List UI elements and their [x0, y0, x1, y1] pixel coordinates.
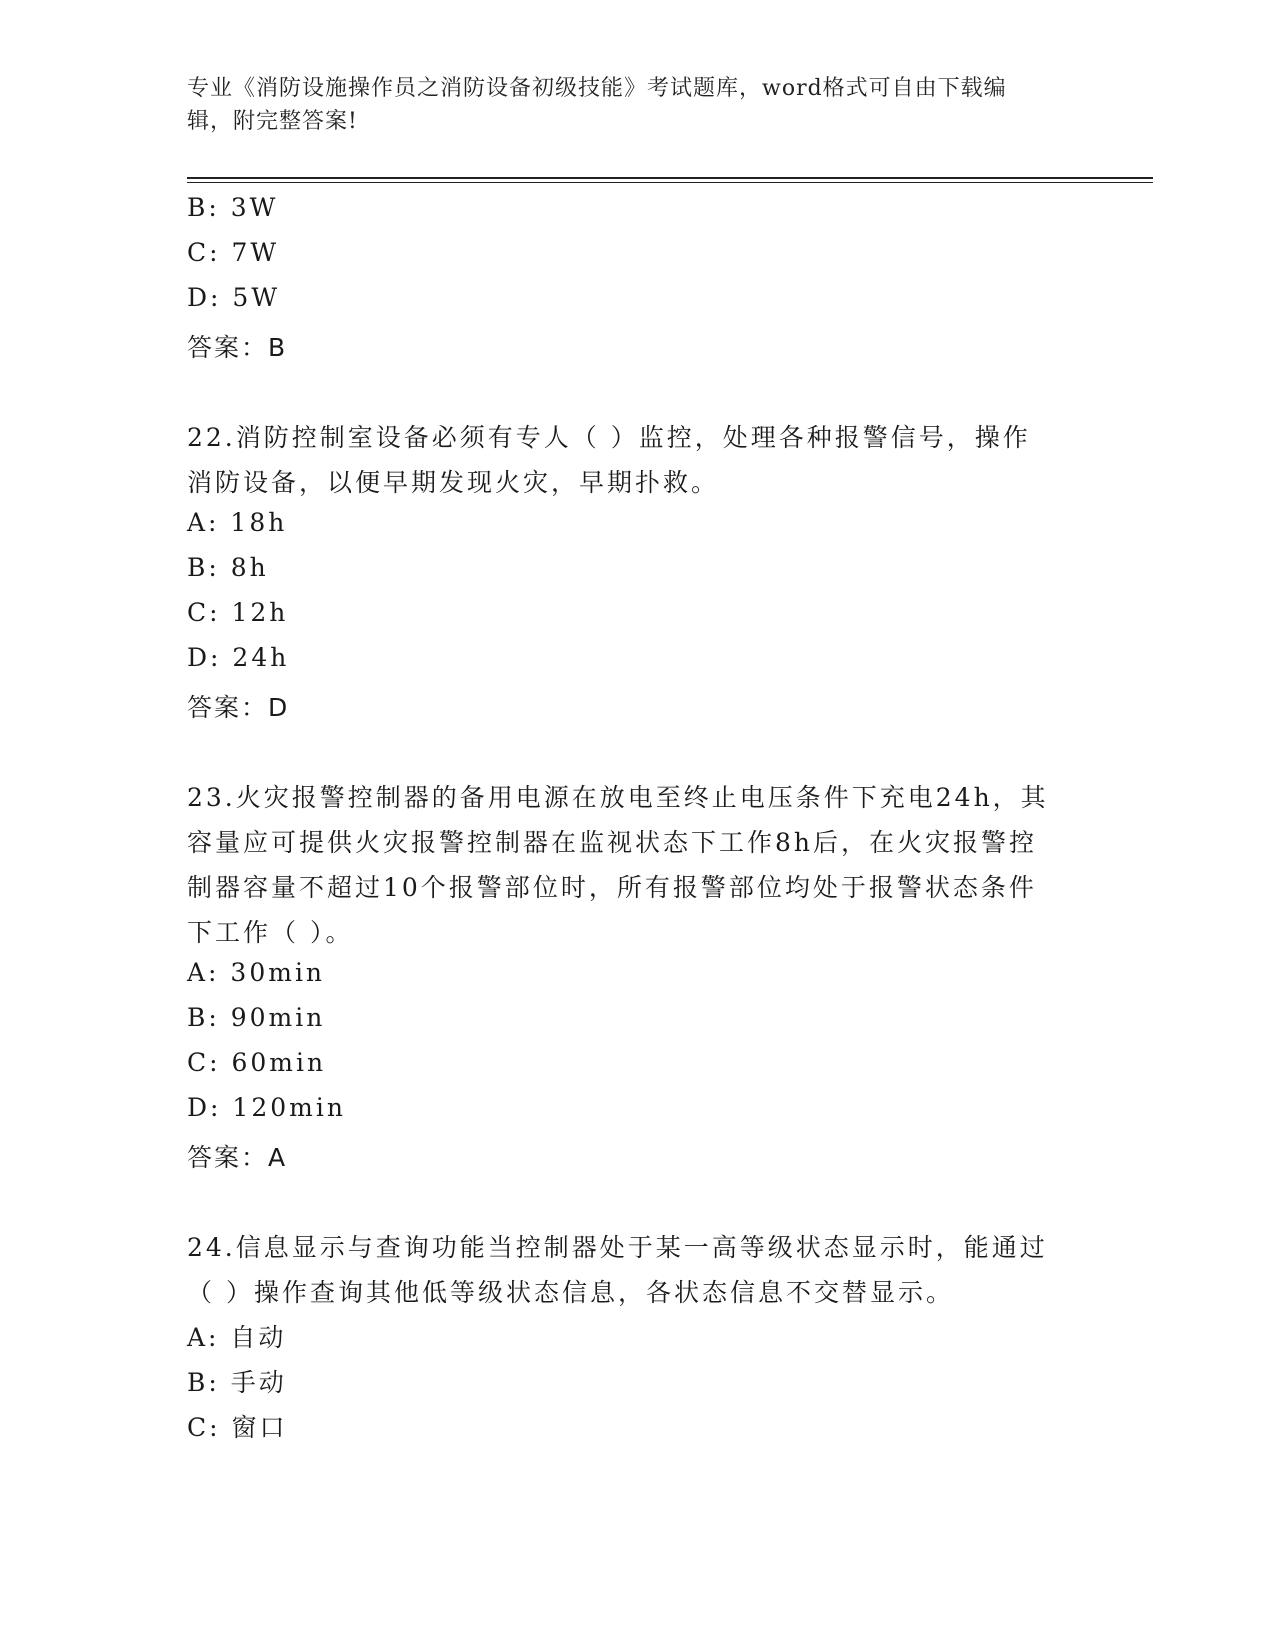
header-line-2: 辑，附完整答案! [187, 109, 358, 134]
q21-option-c: C: 7W [187, 238, 280, 267]
q23-option-d: D: 120min [187, 1093, 346, 1122]
q23-stem-line-1: 23.火灾报警控制器的备用电源在放电至终止电压条件下充电24h，其 [187, 783, 1049, 812]
q21-option-d: D: 5W [187, 283, 281, 312]
q22-option-c: C: 12h [187, 598, 289, 627]
q23-stem-line-4: 下工作（ ）。 [187, 918, 354, 947]
q21-option-b: B: 3W [187, 193, 279, 222]
q23-answer: 答案：A [187, 1143, 288, 1172]
document-header [187, 72, 1067, 138]
q22-stem-line-2: 消防设备，以便早期发现火灾，早期扑救。 [187, 468, 720, 497]
header-divider-thick [187, 177, 1153, 179]
q24-stem-line-2: （ ）操作查询其他低等级状态信息，各状态信息不交替显示。 [187, 1278, 954, 1307]
q22-option-d: D: 24h [187, 643, 290, 672]
q23-stem-line-3: 制器容量不超过10个报警部位时，所有报警部位均处于报警状态条件 [187, 873, 1037, 902]
q23-option-b: B: 90min [187, 1003, 326, 1032]
q23-option-c: C: 60min [187, 1048, 327, 1077]
q22-answer: 答案：D [187, 693, 290, 722]
q24-option-a: A: 自动 [187, 1323, 287, 1352]
q21-answer: 答案：B [187, 333, 288, 362]
q23-option-a: A: 30min [187, 958, 326, 987]
q22-option-a: A: 18h [187, 508, 288, 537]
q24-option-b: B: 手动 [187, 1368, 287, 1397]
q24-stem-line-1: 24.信息显示与查询功能当控制器处于某一高等级状态显示时，能通过 [187, 1233, 1048, 1262]
q24-option-c: C: 窗口 [187, 1413, 288, 1442]
q23-stem-line-2: 容量应可提供火灾报警控制器在监视状态下工作8h后，在火灾报警控 [187, 828, 1038, 857]
header-line-1: 专业《消防设施操作员之消防设备初级技能》考试题库，word格式可自由下载编 [187, 76, 1007, 101]
q22-stem-line-1: 22.消防控制室设备必须有专人（ ）监控，处理各种报警信号，操作 [187, 423, 1031, 452]
q22-option-b: B: 8h [187, 553, 269, 582]
header-divider-thin [187, 182, 1153, 183]
